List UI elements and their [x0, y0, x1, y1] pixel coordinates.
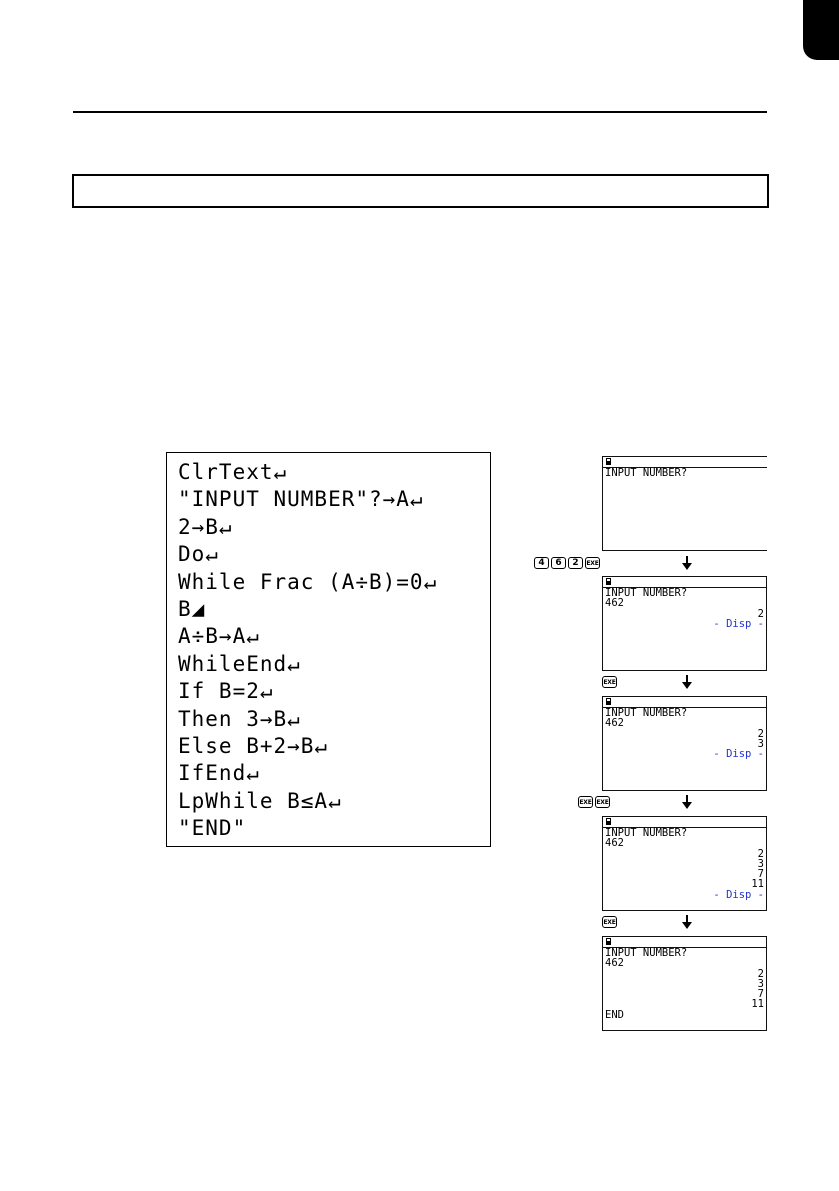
disp-indicator: - Disp -: [713, 888, 764, 901]
input-value: 462: [605, 837, 624, 850]
disp-indicator: - Disp -: [713, 617, 764, 630]
calculator-screen-2: [602, 576, 767, 671]
section-title-box: [72, 174, 769, 208]
disp-indicator: - Disp -: [713, 748, 764, 761]
calculator-screen-5: [602, 936, 767, 1031]
program-line: If B=2↵: [178, 679, 274, 704]
result-value: 2: [757, 847, 764, 860]
end-text: END: [605, 1008, 624, 1021]
key-2: 2: [568, 557, 583, 569]
result-value: 3: [757, 737, 764, 750]
program-line: "INPUT NUMBER"?→A↵: [178, 487, 424, 512]
input-value: 462: [605, 597, 624, 610]
result-value: 7: [757, 868, 764, 881]
prompt-text: INPUT NUMBER?: [605, 467, 688, 479]
program-line: A÷B→A↵: [178, 624, 260, 649]
key-exe: EXE: [602, 676, 617, 688]
program-line: Then 3→B↵: [178, 706, 301, 731]
program-line: "END": [178, 816, 247, 841]
down-arrow-icon: [682, 556, 692, 570]
battery-icon: [606, 818, 611, 825]
input-value: 462: [605, 957, 624, 970]
result-value: 11: [751, 998, 764, 1011]
program-line: ClrText↵: [178, 460, 288, 484]
program-line: While Frac (A÷B)=0↵: [178, 569, 438, 594]
calculator-screen-4: [602, 816, 767, 911]
program-line: LpWhile B≤A↵: [178, 788, 342, 813]
result-value: 2: [757, 727, 764, 740]
program-line: B◢: [178, 596, 206, 621]
result-value: 11: [751, 878, 764, 891]
prompt-text: INPUT NUMBER?: [605, 587, 688, 599]
battery-icon: [606, 578, 611, 585]
key-exe: EXE: [578, 796, 593, 808]
prompt-text: INPUT NUMBER?: [605, 827, 688, 839]
result-value: 3: [757, 857, 764, 870]
key-exe: EXE: [585, 557, 600, 569]
down-arrow-icon: [682, 795, 692, 809]
battery-icon: [606, 698, 611, 705]
key-4: 4: [534, 557, 549, 569]
key-6: 6: [551, 557, 566, 569]
key-sequence-1: [534, 557, 600, 569]
program-line: IfEnd↵: [178, 761, 260, 786]
key-exe: EXE: [595, 796, 610, 808]
header-rule: [73, 111, 767, 113]
program-line: 2→B↵: [178, 514, 233, 539]
key-sequence-4: [602, 916, 617, 928]
calculator-screen-3: [602, 696, 767, 791]
program-listing: [166, 452, 491, 847]
result-value: 3: [757, 977, 764, 990]
key-sequence-3: [578, 796, 610, 808]
result-value: 2: [757, 607, 764, 620]
input-value: 462: [605, 717, 624, 730]
program-line: Else B+2→B↵: [178, 733, 329, 758]
program-line: WhileEnd↵: [178, 651, 301, 676]
key-sequence-2: [602, 676, 617, 688]
down-arrow-icon: [682, 675, 692, 689]
battery-icon: [606, 458, 611, 465]
key-exe: EXE: [602, 916, 617, 928]
page-edge-tab: [803, 0, 839, 60]
prompt-text: INPUT NUMBER?: [605, 947, 688, 959]
prompt-text: INPUT NUMBER?: [605, 707, 688, 719]
battery-icon: [606, 938, 611, 945]
result-value: 7: [757, 988, 764, 1001]
calculator-screen-1: [602, 456, 767, 551]
program-line: Do↵: [178, 542, 219, 567]
down-arrow-icon: [682, 915, 692, 929]
result-value: 2: [757, 967, 764, 980]
